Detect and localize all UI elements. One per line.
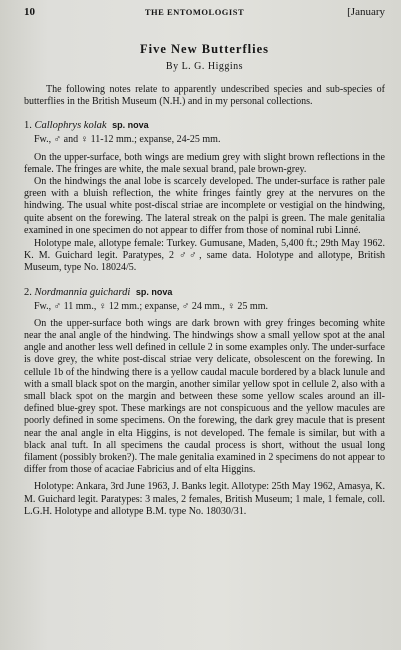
species-number: 2.: [24, 286, 32, 298]
description-paragraph: On the upper-surface both wings are dark brown with grey fringes becoming white near the anal angle of the hindwing. The hindwings show a small yellow spot at the anal angle and another less well defined in cellule 2 in some examples only. The under-surface is dove grey, the white post-discal striae very delicate, obsolescent on the forewing. In cellule 1b of the hindwing there is a yellow caudal macule bordered by a black lunule and with a small black spot on the margin, another similar yellow spot in cellule 2, also with a small black spot on the margin and between these some yellow scales around an ill-defined blue-grey spot. These markings are not conspicuous and the yellow macules are poorly defined in some specimens. On the forewing, the dark grey macule that is present near the anal angle in elta Higgins, is not developed. The female is similar, but with a black anal tuft. In all specimens the caudal process is short, without the usual long filament (possibly broken?). The male genitalia examined in 2 specimens do not appear to differ from those of acaciae Fabricius and of elta Higgins.: [24, 317, 385, 476]
measurements: Fw., ♂ 11 mm., ♀ 12 mm.; expanse, ♂ 24 mm., ♀ 25 mm.: [34, 300, 268, 312]
species-number: 1.: [24, 120, 32, 132]
intro-paragraph: The following notes relate to apparently undescribed species and sub-species of butterflies in the British Museum (N.H.) and in my personal collections.: [24, 84, 385, 108]
species-name: Callophrys kolak: [34, 120, 107, 132]
article-title: Five New Butterflies: [140, 42, 269, 56]
species-name: Nordmannia guichardi: [34, 286, 131, 298]
species-status: sp. nova: [135, 286, 173, 297]
species-status: sp. nova: [112, 120, 149, 131]
species-heading: [24, 120, 385, 131]
article-author: By L. G. Higgins: [165, 61, 244, 72]
running-header: [24, 6, 385, 24]
issue-month: [January: [347, 6, 385, 18]
holotype-paragraph: Holotype: Ankara, 3rd June 1963, J. Banks legit. Allotype: 25th May 1962, Amasya, K. M. Guichard legit. Paratypes: 3 males, 2 females, British Museum; 1 male, 1 female, coll. L.G.H. Holotype and allotype B.M. type No. 18030/31.: [24, 481, 385, 517]
page-number: 10: [24, 6, 35, 18]
holotype-paragraph: Holotype male, allotype female: Turkey. Gumusane, Maden, 5,400 ft.; 29th May 1962. K. M. Guichard legit. Paratypes, 2 ♂♂, same data. Holotype and allotype, British Museum, type No. 18024/5.: [24, 238, 385, 274]
journal-name: THE ENTOMOLOGIST: [144, 7, 245, 17]
species-heading: [24, 287, 385, 298]
description-paragraph: On the upper-surface, both wings are medium grey with slight brown reflections in the female. The fringes are white, the male sexual brand, pale brown-grey.: [24, 151, 385, 175]
description-paragraph: On the hindwings the anal lobe is scarcely developed. The under-surface is rather pale green with a bluish reflection, the white fringes faintly grey at the nervures on the hindwing. The usual white post-discal striae are incomplete or vestigial on the hindwing, quite absent on the forewing. The lateral streak on the palpi is green. The male genitalia examined in one specimen do not appear to differ from those of nominal rubi Linné.: [24, 176, 385, 236]
measurements: Fw., ♂ and ♀ 11-12 mm.; expanse, 24-25 mm.: [34, 134, 221, 146]
